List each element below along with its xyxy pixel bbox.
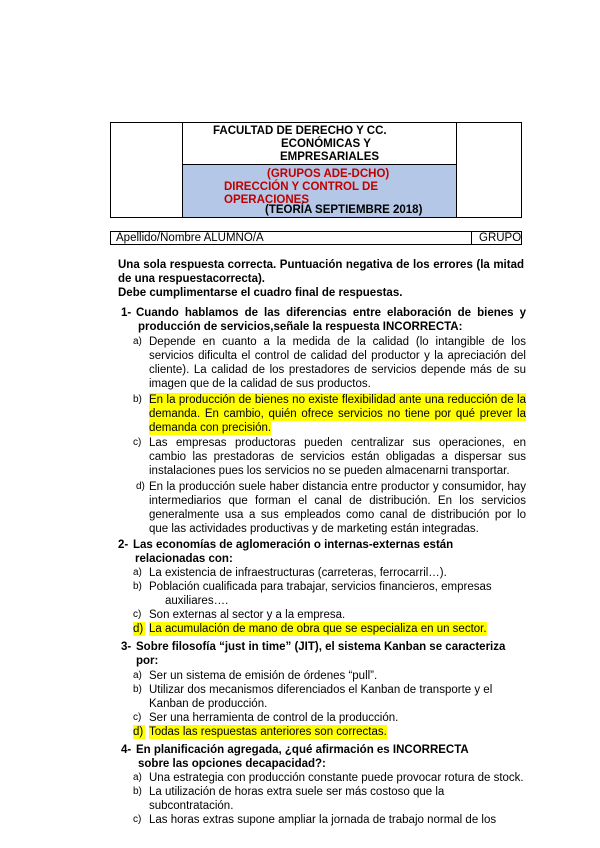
q2-option-d-line: La acumulación de mano de obra que se especializa en un sector. [149, 623, 487, 635]
q4-option-b-line: La utilización de horas extra suele ser más costoso que la [149, 786, 445, 798]
q2-option-a-line: La existencia de infraestructuras (carreteras, ferrocarril…). [149, 567, 447, 579]
q1-option-b-line: demanda con precisión. [149, 422, 272, 434]
faculty-line-2: ECONÓMICAS Y [281, 138, 371, 150]
option-marker: a) [133, 670, 142, 681]
q3-option-d-line: Todas las respuestas anteriores son correctas. [149, 726, 387, 738]
question-4-number: 4- [121, 744, 132, 756]
q1-option-d-line: que las actividades productivas y de marketing están integradas. [149, 523, 479, 535]
option-marker: c) [133, 609, 142, 620]
groups-label: (GRUPOS ADE-DCHO) [267, 168, 390, 180]
option-marker: c) [133, 814, 142, 825]
question-4-stem-line: En planificación agregada, ¿qué afirmación es INCORRECTA [136, 744, 469, 756]
instructions-line-1: Una sola respuesta correcta. Puntuación negativa de los errores (la mitad [118, 259, 524, 271]
student-name-label: Apellido/Nombre ALUMNO/A [116, 232, 264, 244]
q2-option-b-line: auxiliares…. [165, 595, 229, 607]
q1-option-b-line: demanda. En cambio, quién ofrece servicios no tiene por qué prever la [149, 408, 526, 420]
option-marker: b) [133, 394, 142, 405]
q3-option-b-line: Kanban de producción. [149, 698, 268, 710]
subject-line-1: DIRECCIÓN Y CONTROL DE [224, 181, 378, 193]
question-1-number: 1- [121, 307, 132, 319]
exam-label: (TEORÍA SEPTIEMBRE 2018) [265, 204, 423, 216]
question-4-stem-line: sobre las opciones decapacidad?: [138, 758, 326, 770]
q2-option-c-line: Son externas al sector y a la empresa. [149, 609, 346, 621]
q1-option-a-line: cliente). La calidad de los prestadores de servicios depende más de su [149, 364, 526, 376]
subject-line-2: OPERACIONES [224, 194, 309, 206]
student-row [110, 231, 522, 245]
q3-option-a-line: Ser un sistema de emisión de órdenes “pull”. [149, 670, 378, 682]
q1-option-c-line: Las empresas productoras pueden centralizar sus operaciones, en [149, 437, 526, 449]
question-3-stem-line: por: [136, 655, 159, 667]
option-marker: b) [133, 581, 142, 592]
question-2-number: 2- [118, 539, 129, 551]
option-marker: b) [133, 786, 142, 797]
faculty-line-3: EMPRESARIALES [280, 151, 380, 163]
header-right-cell [456, 123, 523, 217]
option-marker: d) [136, 481, 145, 492]
q3-option-b-line: Utilizar dos mecanismos diferenciados el Kanban de transporte y el [149, 684, 493, 696]
q2-option-d-marker: d) [133, 623, 144, 635]
q2-option-b-line: Población cualificada para trabajar, servicios financieros, empresas [149, 581, 492, 593]
question-3-stem-line: Sobre filosofía “just in time” (JIT), el sistema Kanban se caracteriza [136, 641, 506, 653]
option-marker: a) [133, 772, 142, 783]
q1-option-b-line: En la producción de bienes no existe flexibilidad ante una reducción de la [149, 394, 526, 406]
instructions-line-3: Debe cumplimentarse el cuadro final de respuestas. [118, 287, 403, 299]
q1-option-d-line: generalmente usa a sus empleados como canal de distribución por lo [149, 509, 526, 521]
question-1-stem-line: producción de servicios,señale la respuesta INCORRECTA: [138, 321, 463, 333]
q4-option-b-line: subcontratación. [149, 800, 234, 812]
question-1-stem-line: Cuando hablamos de las diferencias entre elaboración de bienes y [136, 307, 526, 319]
q1-option-d-line: intermediarios que forman el canal de distribución. En los servicios [149, 495, 526, 507]
q4-option-a-line: Una estrategia con producción constante puede provocar rotura de stock. [149, 772, 524, 784]
option-marker: c) [133, 712, 142, 723]
option-marker: a) [133, 567, 142, 578]
q3-option-d-marker: d) [133, 726, 144, 738]
header-subject-cell [183, 165, 456, 217]
instructions-line-2: de una respuestacorrecta). [118, 273, 266, 285]
option-marker: b) [133, 684, 142, 695]
q1-option-d-line: En la producción suele haber distancia entre productor y consumidor, hay [149, 481, 526, 493]
question-3-number: 3- [121, 641, 132, 653]
q3-option-c-line: Ser una herramienta de control de la producción. [149, 712, 399, 724]
q1-option-a-line: imagen que de la calidad de sus productos. [149, 378, 371, 390]
q4-option-c-line: Las horas extras supone ampliar la jornada de trabajo normal de los [149, 814, 497, 826]
q1-option-c-line: cambio las prestadoras de servicios están obligadas a dispersar sus [149, 451, 526, 463]
q1-option-a-line: Depende en cuanto a la medida de la calidad (lo intangible de los [149, 336, 526, 348]
question-2-stem-line: relacionadas con: [135, 553, 233, 565]
header-logo-cell [111, 123, 183, 217]
option-marker: c) [133, 437, 142, 448]
q1-option-c-line: instalaciones pues los servicios no se pueden almacenarni transportar. [149, 465, 510, 477]
student-group-label: GRUPO [479, 232, 522, 244]
exam-header-box [110, 122, 522, 218]
header-faculty-cell [183, 123, 456, 165]
q1-option-a-line: servicios dificulta el control de calidad del productor y la apreciación del [149, 350, 526, 362]
faculty-line-1: FACULTAD DE DERECHO Y CC. [213, 125, 387, 137]
option-marker: a) [133, 336, 142, 347]
question-2-stem-line: Las economías de aglomeración o internas-externas están [133, 539, 454, 551]
